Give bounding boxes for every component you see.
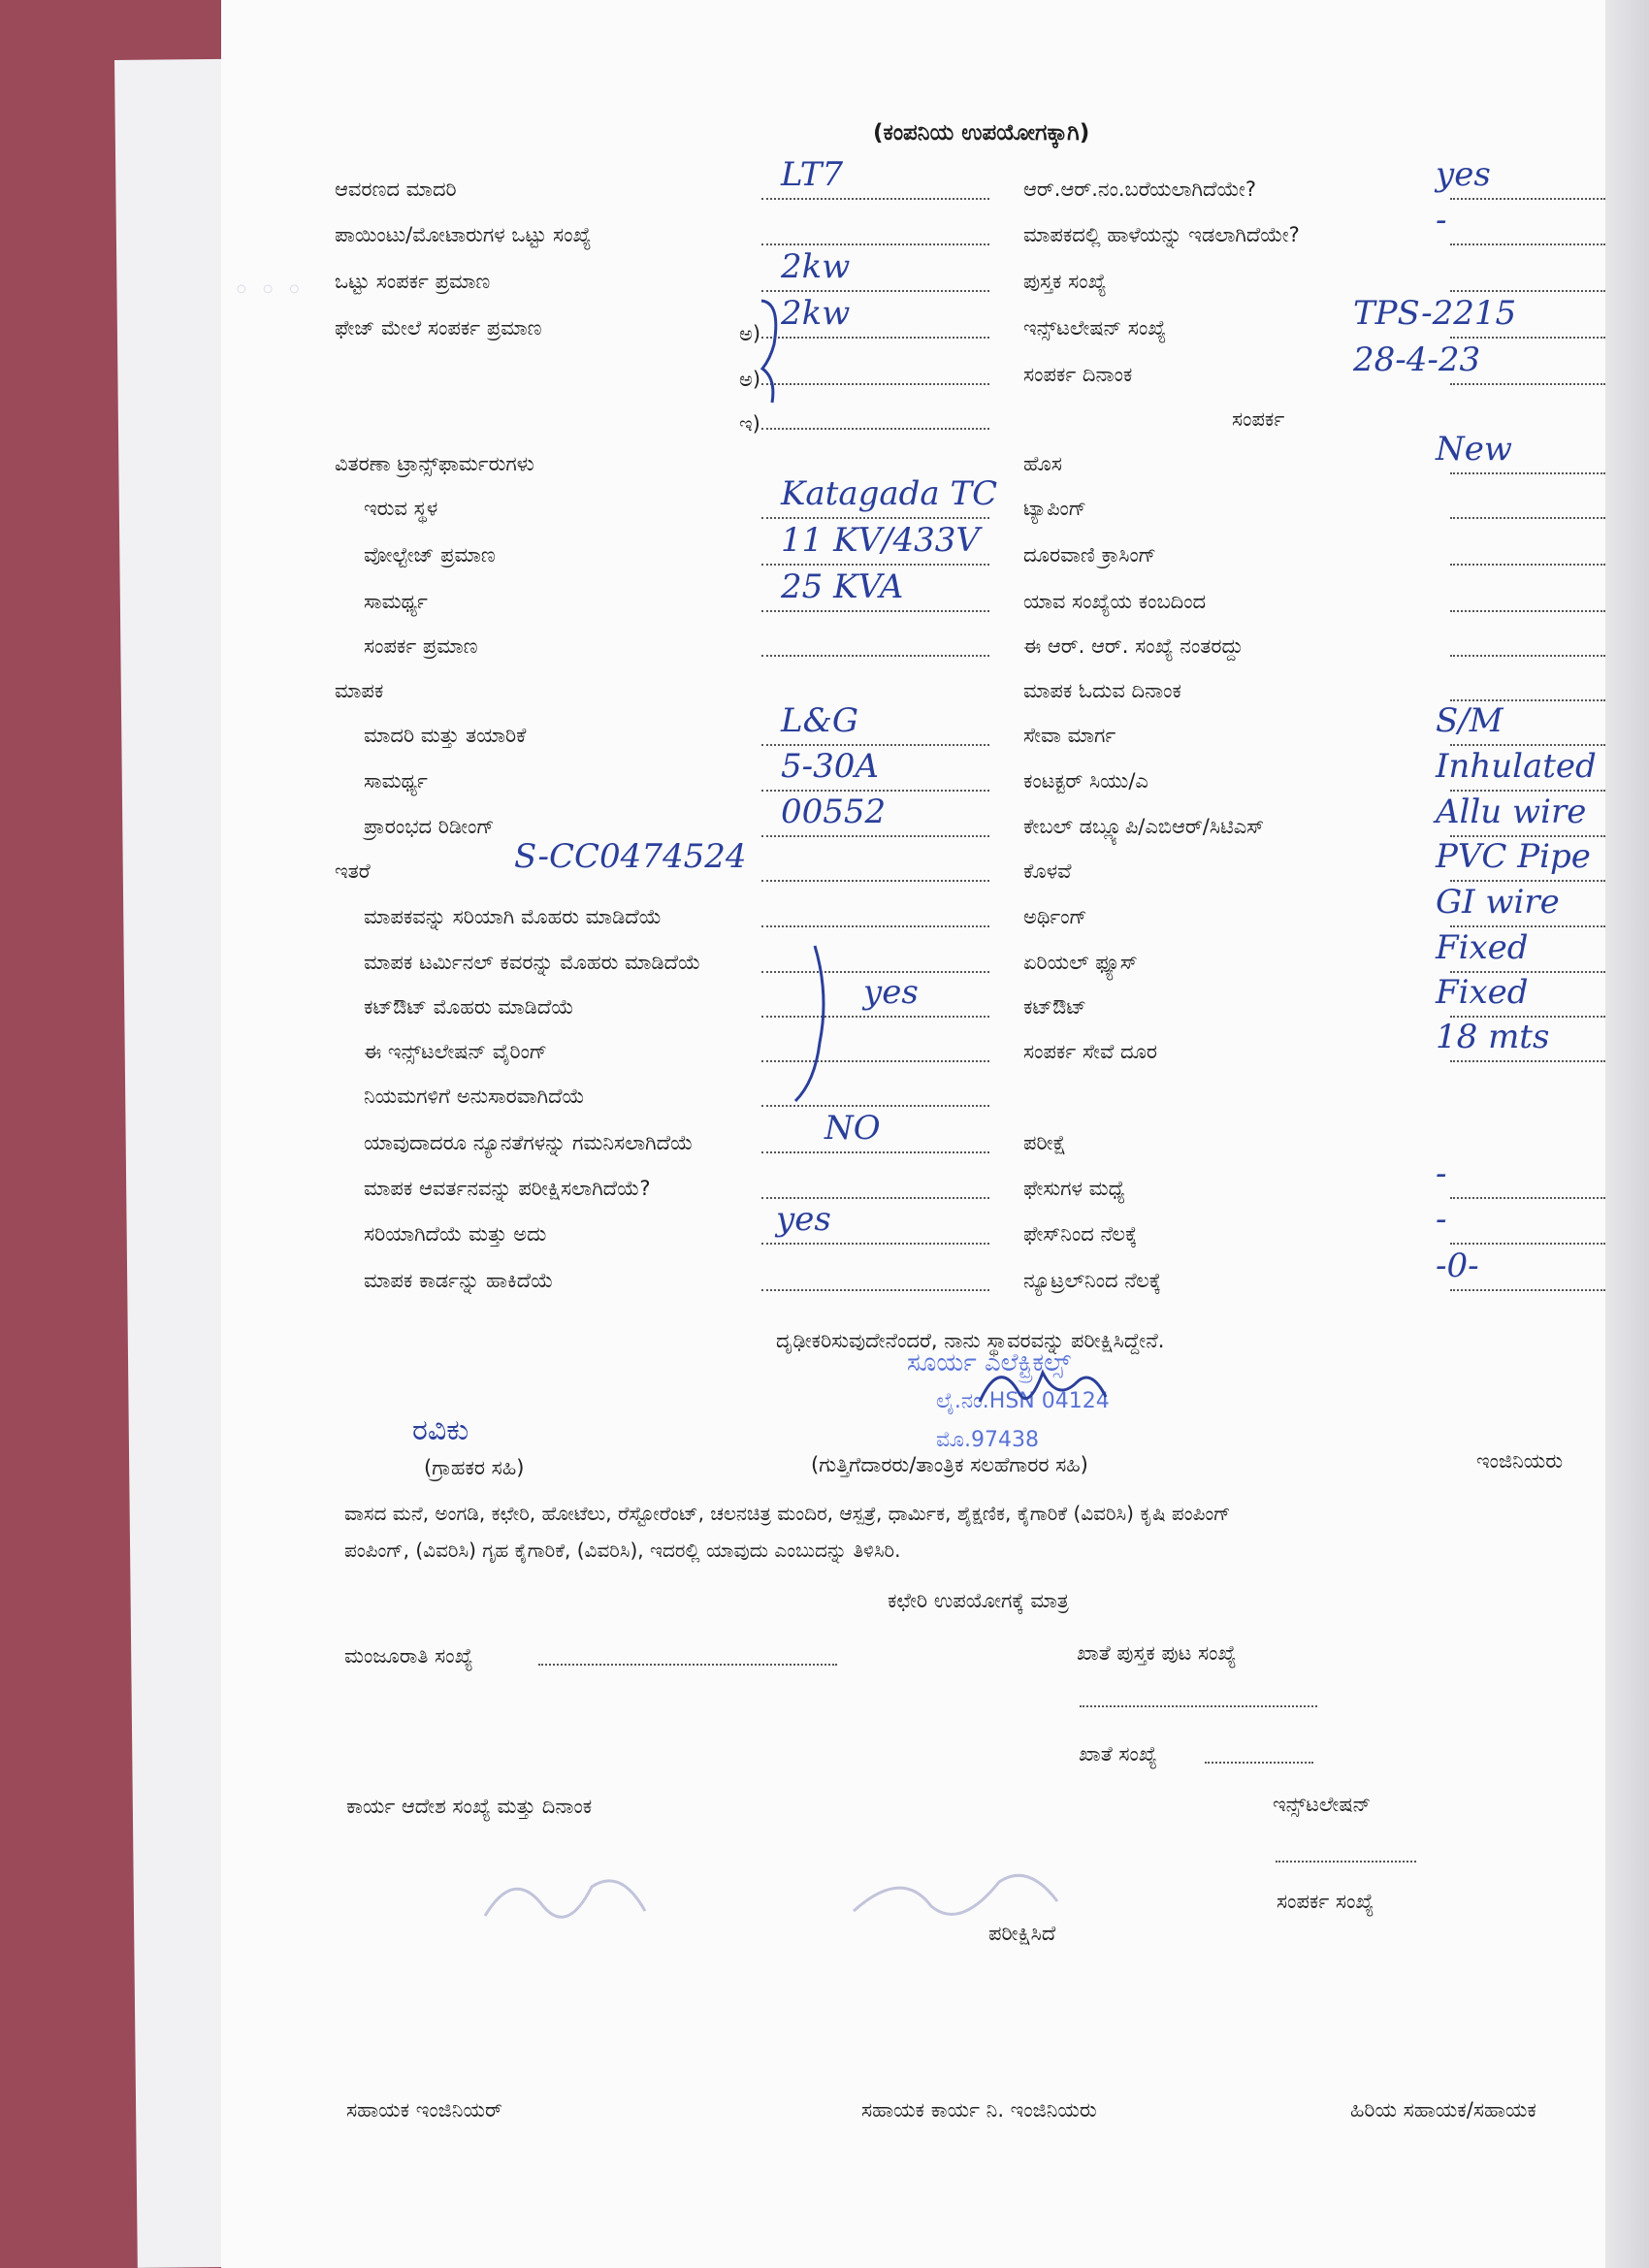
page-title: (ಕಂಪನಿಯ ಉಪಯೋಗಕ್ಕಾಗಿ) (873, 120, 1090, 146)
left-field-value: Katagada TC (781, 474, 998, 513)
left-field-line (761, 1289, 989, 1291)
faint-signature-center (844, 1863, 1067, 1940)
right-field-label: ಪುಸ್ತಕ ಸಂಖ್ಯೆ (1023, 270, 1107, 293)
sanction-number-line (538, 1664, 837, 1666)
right-field-label: ದೂರವಾಣಿ ಕ್ರಾಸಿಂಗ್ (1023, 543, 1156, 567)
left-field-value: yes (863, 973, 919, 1012)
right-field-label: ಮಾಪಕ ಓದುವ ದಿನಾಂಕ (1023, 679, 1181, 702)
left-field-label: ಪ್ರಾರಂಭದ ರಿಡೀಂಗ್ (364, 815, 495, 838)
left-field-value: 25 KVA (781, 567, 904, 606)
inspected-label: ಪರೀಕ್ಷಿಸಿದೆ (988, 1922, 1056, 1945)
left-field-label: ಮಾಪಕ ಟರ್ಮಿನಲ್ ಕವರನ್ನು ಮೊಹರು ಮಾಡಿದೆಯೆ (364, 951, 701, 974)
left-field-line (761, 243, 989, 245)
left-field-label: ನಿಯಮಗಳಿಗೆ ಅನುಸಾರವಾಗಿದೆಯೆ (364, 1085, 585, 1108)
right-field-line (1450, 564, 1605, 566)
right-field-value: - (1436, 201, 1447, 240)
assistant-engineer-label: ಸಹಾಯಕ ಇಂಜಿನಿಯರ್ (346, 2098, 502, 2122)
sanction-number-label: ಮಂಜೂರಾತಿ ಸಂಖ್ಯೆ (344, 1644, 473, 1668)
customer-sign-caption: (ಗ್ರಾಹಕರ ಸಹಿ) (424, 1456, 525, 1479)
right-field-value: New (1436, 430, 1512, 469)
right-field-label: ಯಾವ ಸಂಖ್ಯೆಯ ಕಂಬದಿಂದ (1023, 590, 1207, 613)
left-field-line (761, 1197, 989, 1199)
left-field-value: 11 KV/433V (781, 521, 980, 560)
account-number-label: ಖಾತೆ ಸಂಖ್ಯೆ (1079, 1742, 1157, 1766)
left-field-label: ಸರಿಯಾಗಿದೆಯೆ ಮತ್ತು ಅದು (364, 1222, 547, 1246)
left-field-label: ವಿತರಣಾ ಟ್ರಾನ್ಸ್‌ಫಾರ್ಮರುಗಳು (335, 452, 534, 475)
left-field-label: ಇರುವ ಸ್ಥಳ (364, 497, 438, 520)
connection-number-label: ಸಂಪರ್ಕ ಸಂಖ್ಯೆ (1277, 1890, 1374, 1913)
right-field-label: ಫೇಸುಗಳ ಮಧ್ಯೆ (1023, 1177, 1125, 1200)
right-field-line (1450, 472, 1605, 474)
office-heading: ಕಛೇರಿ ಉಪಯೋಗಕ್ಕೆ ಮಾತ್ರ (888, 1589, 1069, 1612)
seal-line-3: ಮೊ.97438 (936, 1428, 1040, 1452)
right-field-value: GI wire (1436, 883, 1560, 922)
right-field-value: TPS-2215 (1353, 294, 1517, 333)
left-field-line (761, 610, 989, 612)
left-field-value: L&G (781, 701, 859, 740)
right-field-line (1450, 880, 1605, 882)
right-field-value: S/M (1436, 701, 1504, 740)
left-field-line (761, 880, 989, 882)
right-field-label: ಟ್ಯಾಪಿಂಗ್ (1023, 497, 1086, 520)
right-field-line (1450, 1289, 1605, 1291)
left-field-value: NO (824, 1109, 881, 1148)
left-field-label: ಫೇಜ್ ಮೇಲೆ ಸಂಪರ್ಕ ಪ್ರಮಾಣ (335, 316, 542, 340)
installation-line (1276, 1861, 1416, 1863)
right-field-label: ಫೇಸ್‌ನಿಂದ ನೆಲಕ್ಕೆ (1023, 1222, 1138, 1246)
right-field-line (1450, 1197, 1605, 1199)
left-field-line (761, 1243, 989, 1245)
bleed-through-text: ◦ ◦ ◦ (233, 274, 304, 308)
right-field-label: ಕೇಬಲ್ ಡಬ್ಲ್ಯೂಪಿ/ಎಬಿಆರ್/ಸಿಟಿಎಸ್ (1023, 815, 1265, 838)
left-field-label: ಆವರಣದ ಮಾದರಿ (335, 178, 457, 201)
left-field-label: ಇತರೆ (335, 859, 371, 883)
customer-signature: ರವಿಕು (412, 1413, 469, 1447)
right-field-label: ಏರಿಯಲ್ ಫ್ಯೂಸ್ (1023, 951, 1138, 974)
left-field-line (761, 290, 989, 292)
left-field-label: ಸಂಪರ್ಕ ಪ್ರಮಾಣ (364, 634, 478, 658)
left-field-line (761, 383, 989, 385)
phase-marker-a: ಅ) (739, 322, 761, 345)
right-field-value: Inhulated (1436, 747, 1597, 786)
left-field-line (761, 790, 989, 792)
right-field-line (1450, 243, 1605, 245)
account-number-line (1205, 1762, 1313, 1764)
left-field-line (761, 564, 989, 566)
usage-text-line-1: ವಾಸದ ಮನೆ, ಅಂಗಡಿ, ಕಛೇರಿ, ಹೋಟೆಲು, ರೆಸ್ಟೋರೆಂಟ್, ಚಲನಚಿತ್ರ ಮಂದಿರ, ಆಸ್ಪತ್ರೆ, ಧಾರ್ಮಿಕ, ಶೈಕ್ಷಣಿಕ, ಕೈಗಾರಿಕೆ (ವಿವರಿಸಿ) ಕೃಷಿ ಪಂಪಿಂಗ್ (344, 1502, 1231, 1525)
right-field-value: PVC Pipe (1436, 837, 1591, 876)
left-field-label: ಮಾಪಕ (335, 679, 384, 702)
work-order-label: ಕಾರ್ಯ ಆದೇಶ ಸಂಖ್ಯೆ ಮತ್ತು ದಿನಾಂಕ (346, 1795, 593, 1818)
phase-brace (757, 291, 795, 407)
left-field-line (761, 428, 989, 430)
right-field-value: Fixed (1436, 973, 1529, 1012)
left-field-label: ಕಟ್‌ಔಟ್ ಮೊಹರು ಮಾಡಿದೆಯೆ (364, 995, 574, 1019)
right-field-line (1450, 1060, 1605, 1062)
right-field-line (1450, 655, 1605, 657)
left-field-value: 5-30A (781, 747, 879, 786)
contractor-signature (970, 1353, 1116, 1421)
right-field-line (1450, 383, 1605, 385)
right-field-label: ನ್ಯೂಟ್ರಲ್‌ನಿಂದ ನೆಲಕ್ಕೆ (1023, 1269, 1161, 1292)
left-field-value: 00552 (781, 793, 887, 831)
usage-text-line-2: ಪಂಪಿಂಗ್, (ವಿವರಿಸಿ) ಗೃಹ ಕೈಗಾರಿಕೆ, (ವಿವರಿಸಿ), ಇದರಲ್ಲಿ ಯಾವುದು ಎಂಬುದನ್ನು ತಿಳಿಸಿರಿ. (344, 1539, 901, 1562)
right-field-value: Fixed (1436, 928, 1529, 967)
right-field-label: ಆರ್.ಆರ್.ನಂ.ಬರೆಯಲಾಗಿದೆಯೇ? (1023, 178, 1256, 201)
right-field-value: 28-4-23 (1353, 340, 1481, 379)
right-field-label: ಮಾಪಕದಲ್ಲಿ ಹಾಳೆಯನ್ನು ಇಡಲಾಗಿದೆಯೇ? (1023, 223, 1300, 246)
installation-label: ಇನ್ಸ್‌ಟಲೇಷನ್ (1273, 1793, 1372, 1816)
left-field-line (761, 198, 989, 200)
left-field-label: ಯಾವುದಾದರೂ ನ್ಯೂನತೆಗಳನ್ನು ಗಮನಿಸಲಾಗಿದೆಯೆ (364, 1131, 694, 1154)
right-field-value: - (1436, 1154, 1447, 1193)
declaration-text: ದೃಢೀಕರಿಸುವುದೇನೆಂದರೆ, ನಾನು ಸ್ಥಾವರವನ್ನು ಪರೀಕ್ಷಿಸಿದ್ದೇನೆ. (776, 1329, 1165, 1352)
right-field-label: ಕಟ್‌ಔಟ್ (1023, 995, 1086, 1019)
right-field-label: ಸಂಪರ್ಕ ದಿನಾಂಕ (1023, 363, 1133, 386)
left-field-value: S-CC0474524 (514, 837, 747, 876)
right-field-label: ಇನ್ಸ್‌ಟಲೇಷನ್ ಸಂಖ್ಯೆ (1023, 316, 1167, 340)
right-field-label: ಪರೀಕ್ಷೆ (1023, 1131, 1067, 1154)
contractor-sign-caption: (ಗುತ್ತಿಗೆದಾರರು/ತಾಂತ್ರಿಕ ಸಲಹೆಗಾರರ ಸಹಿ) (811, 1453, 1088, 1476)
left-field-line (761, 744, 989, 746)
left-field-line (761, 655, 989, 657)
left-field-label: ಮಾಪಕ ಕಾರ್ಡನ್ನು ಹಾಕಿದೆಯೆ (364, 1269, 554, 1292)
left-field-label: ಸಾಮರ್ಥ್ಯ (364, 590, 428, 613)
left-field-label: ಮಾಪಕ ಆವರ್ತನವನ್ನು ಪರೀಕ್ಷಿಸಲಾಗಿದೆಯೆ? (364, 1177, 651, 1200)
left-field-line (761, 1151, 989, 1153)
right-field-line (1450, 744, 1605, 746)
left-field-value: 2kw (781, 247, 851, 286)
left-field-value: yes (776, 1200, 831, 1239)
right-field-line (1450, 198, 1605, 200)
right-field-value: - (1436, 1200, 1447, 1239)
left-field-label: ಪಾಯಿಂಟು/ಮೋಟಾರುಗಳ ಒಟ್ಟು ಸಂಖ್ಯೆ (335, 223, 592, 246)
right-field-label: ಅರ್ಥಿಂಗ್ (1023, 905, 1087, 928)
right-field-value: Allu wire (1436, 793, 1587, 831)
right-field-label: ಸಂಪರ್ಕ ಸೇವೆ ದೂರ (1023, 1040, 1158, 1063)
right-field-label: ಈ ಆರ್. ಆರ್. ಸಂಖ್ಯೆ ನಂತರದ್ದು (1023, 634, 1244, 658)
left-field-value: 2kw (781, 294, 851, 333)
phase-marker-i: ಇ) (739, 412, 760, 436)
ledger-page-line (1080, 1705, 1317, 1707)
left-field-label: ವೋಲ್ಟೇಜ್ ಪ್ರಮಾಣ (364, 543, 496, 567)
right-field-value: -0- (1436, 1247, 1479, 1285)
right-field-line (1450, 1243, 1605, 1245)
senior-assistant-label: ಹಿರಿಯ ಸಹಾಯಕ/ಸಹಾಯಕ (1350, 2098, 1536, 2122)
right-field-label: ಕಂಟಕ್ಟರ್ ಸಿಯು/ಎ (1023, 769, 1148, 793)
right-field-label: ಹೊಸ (1023, 452, 1062, 475)
left-field-line (761, 835, 989, 837)
right-field-line (1450, 337, 1605, 339)
seal-line-2: ಲೈ.ನಂ.HSN 04124 (936, 1389, 1110, 1413)
left-field-label: ಒಟ್ಟು ಸಂಪರ್ಕ ಪ್ರಮಾಣ (335, 270, 491, 293)
right-field-value: 18 mts (1436, 1018, 1550, 1056)
left-field-label: ಈ ಇನ್ಸ್‌ಟಲೇಷನ್ ವೈರಿಂಗ್ (364, 1040, 548, 1063)
faint-signature-left (475, 1858, 660, 1945)
left-field-line (761, 925, 989, 927)
left-field-line (761, 517, 989, 519)
right-field-label: ಸೇವಾ ಮಾರ್ಗ (1023, 724, 1116, 747)
left-field-label: ಮಾಪಕವನ್ನು ಸರಿಯಾಗಿ ಮೊಹರು ಮಾಡಿದೆಯೆ (364, 905, 663, 928)
left-field-value: LT7 (781, 155, 844, 194)
ledger-page-label: ಖಾತೆ ಪುಸ್ತಕ ಪುಟ ಸಂಖ್ಯೆ (1077, 1641, 1237, 1665)
right-field-line (1450, 790, 1605, 792)
right-field-line (1450, 925, 1605, 927)
right-field-line (1450, 517, 1605, 519)
adjacent-sheet-edge (1605, 0, 1649, 2268)
engineer-caption: ಇಂಜಿನಿಯರು (1476, 1449, 1564, 1473)
left-field-label: ಮಾದರಿ ಮತ್ತು ತಯಾರಿಕೆ (364, 724, 527, 747)
right-field-line (1450, 290, 1605, 292)
left-field-label: ಸಾಮರ್ಥ್ಯ (364, 769, 428, 793)
assistant-executive-engineer-label: ಸಹಾಯಕ ಕಾರ್ಯ ನಿ. ಇಂಜಿನಿಯರು (861, 2098, 1097, 2122)
left-field-line (761, 337, 989, 339)
phase-marker-aa: ಅ) (739, 368, 761, 391)
right-field-value: yes (1436, 155, 1491, 194)
seal-brace (776, 936, 854, 1111)
right-field-label: ಸಂಪರ್ಕ (1232, 407, 1285, 431)
seal-line-1: ಸೂರ್ಯ ಎಲೆಕ್ಟ್ರಿಕಲ್ಸ್ (907, 1348, 1071, 1377)
right-field-line (1450, 610, 1605, 612)
right-field-label: ಕೊಳವೆ (1023, 859, 1072, 883)
